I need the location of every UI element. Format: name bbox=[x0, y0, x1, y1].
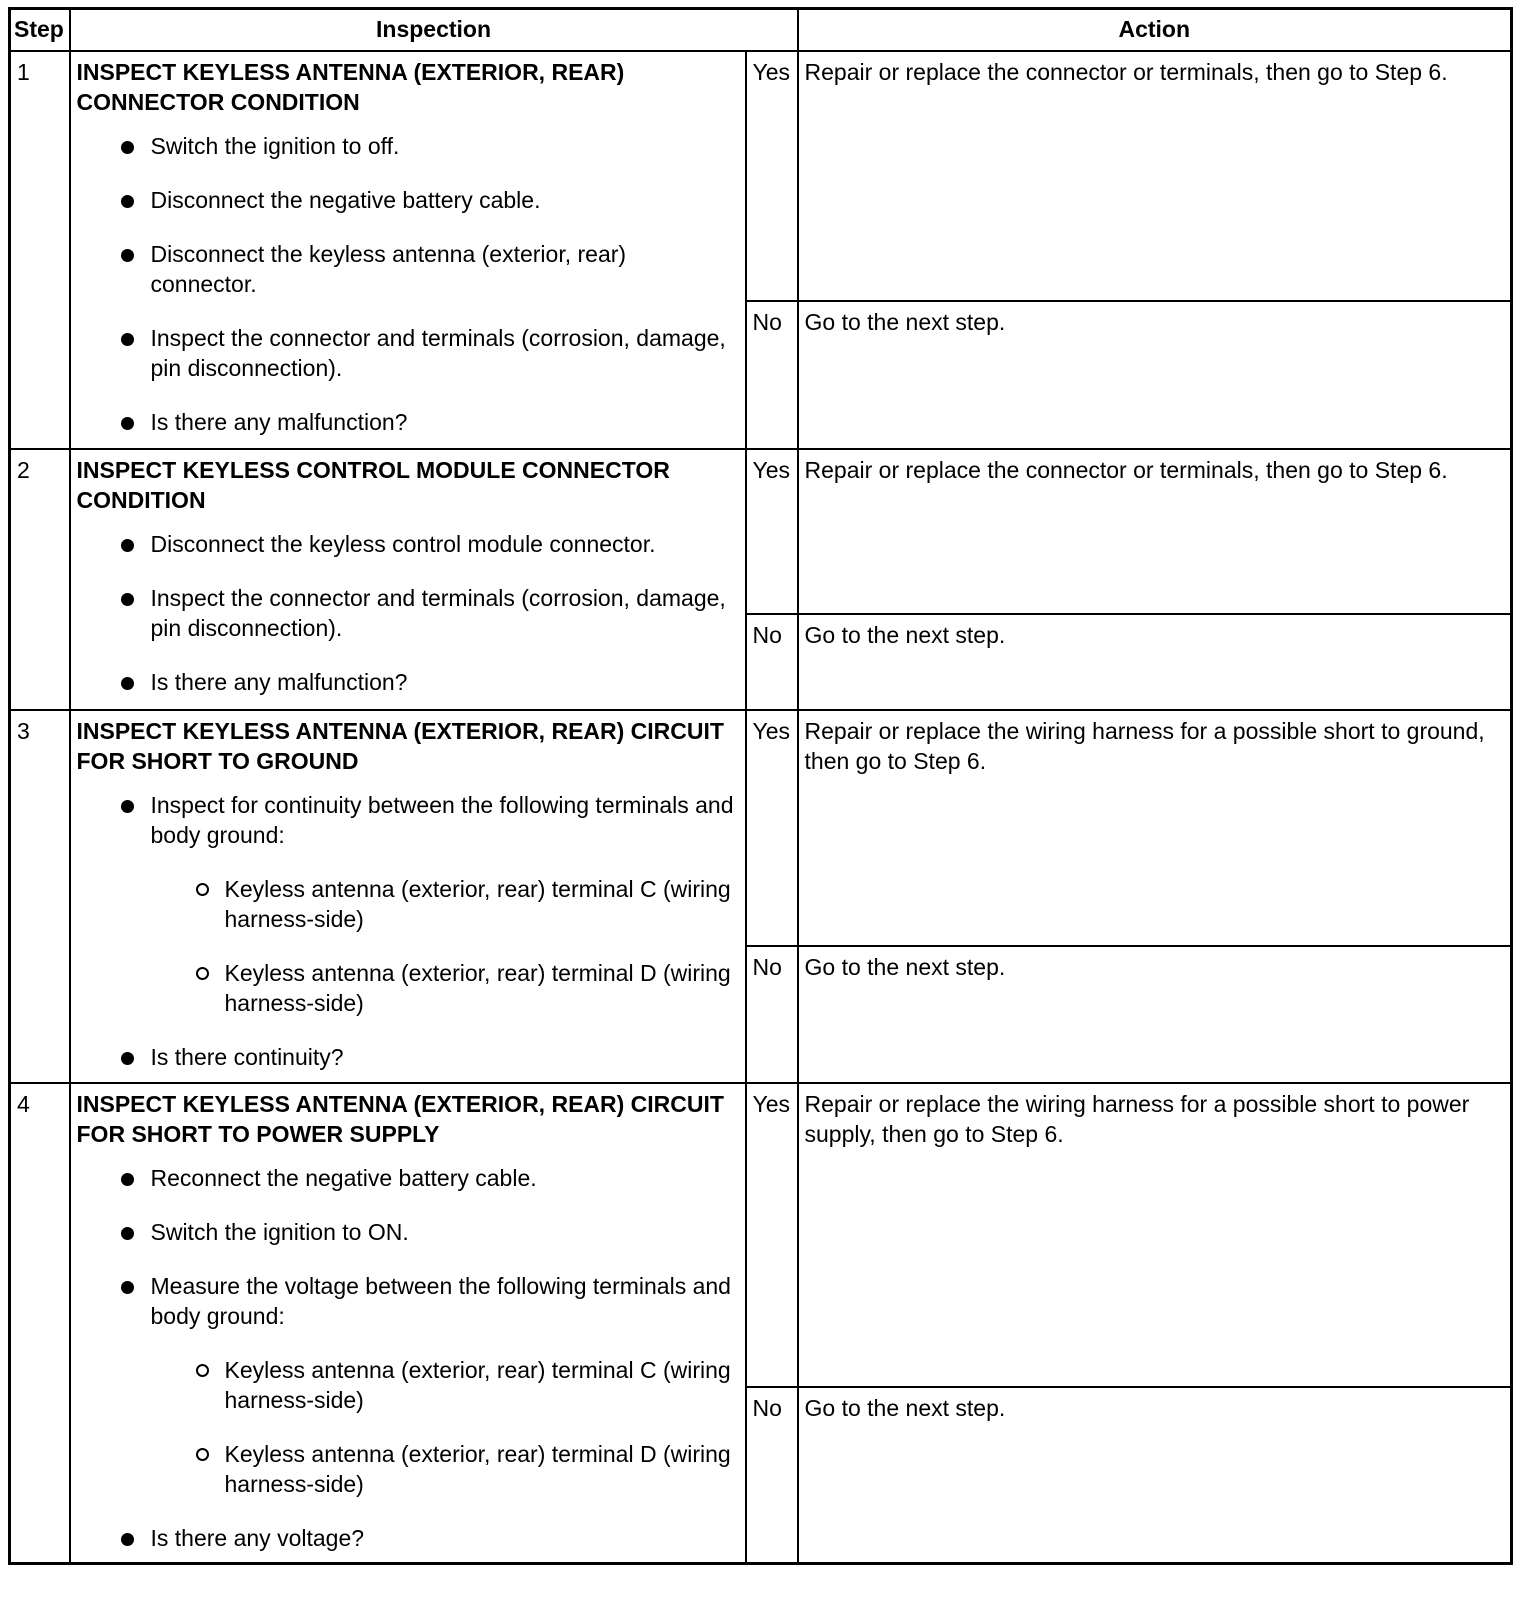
no-label: No bbox=[746, 946, 798, 1083]
no-action: Go to the next step. bbox=[798, 614, 1512, 710]
sub-list-item: Keyless antenna (exterior, rear) terminal D (wiring harness-side) bbox=[77, 1439, 739, 1499]
sub-list-item: Keyless antenna (exterior, rear) terminal C (wiring harness-side) bbox=[77, 1355, 739, 1415]
bullet-list bbox=[77, 131, 739, 437]
list-item: Disconnect the negative battery cable. bbox=[77, 185, 739, 215]
list-item: Is there continuity? bbox=[77, 1042, 739, 1072]
bullet-list bbox=[77, 1163, 739, 1553]
no-label: No bbox=[746, 614, 798, 710]
diagnostic-table bbox=[8, 7, 1513, 1565]
header-action: Action bbox=[798, 9, 1512, 52]
header-inspection: Inspection bbox=[70, 9, 798, 52]
table-row bbox=[10, 51, 1512, 301]
list-item: Inspect the connector and terminals (corrosion, damage, pin disconnection). bbox=[77, 583, 739, 643]
list-item: Is there any malfunction? bbox=[77, 667, 739, 697]
yes-action: Repair or replace the wiring harness for a possible short to power supply, then go to Step 6. bbox=[798, 1083, 1512, 1387]
yes-label: Yes bbox=[746, 51, 798, 301]
step-number: 1 bbox=[10, 51, 70, 449]
list-item bbox=[77, 1271, 739, 1499]
no-action: Go to the next step. bbox=[798, 1387, 1512, 1563]
header-row bbox=[10, 9, 1512, 52]
no-action: Go to the next step. bbox=[798, 301, 1512, 449]
no-action: Go to the next step. bbox=[798, 946, 1512, 1083]
yes-label: Yes bbox=[746, 710, 798, 946]
yes-action: Repair or replace the connector or terminals, then go to Step 6. bbox=[798, 51, 1512, 301]
list-item bbox=[77, 790, 739, 1018]
step-number: 2 bbox=[10, 449, 70, 710]
table-row bbox=[10, 449, 1512, 614]
step-title: INSPECT KEYLESS ANTENNA (EXTERIOR, REAR) CIRCUIT FOR SHORT TO GROUND bbox=[76, 718, 724, 774]
inspection-cell bbox=[70, 1083, 746, 1563]
sub-list bbox=[151, 874, 739, 1018]
list-item: Disconnect the keyless antenna (exterior, rear) connector. bbox=[77, 239, 739, 299]
step-title: INSPECT KEYLESS CONTROL MODULE CONNECTOR CONDITION bbox=[76, 457, 670, 513]
sub-list-item: Keyless antenna (exterior, rear) terminal D (wiring harness-side) bbox=[77, 958, 739, 1018]
list-item: Switch the ignition to off. bbox=[77, 131, 739, 161]
list-item-text: Measure the voltage between the following terminals and body ground: bbox=[150, 1273, 731, 1329]
step-title: INSPECT KEYLESS ANTENNA (EXTERIOR, REAR) CIRCUIT FOR SHORT TO POWER SUPPLY bbox=[76, 1091, 724, 1147]
list-item: Is there any voltage? bbox=[77, 1523, 739, 1553]
yes-label: Yes bbox=[746, 1083, 798, 1387]
table-row bbox=[10, 1083, 1512, 1387]
yes-action: Repair or replace the connector or terminals, then go to Step 6. bbox=[798, 449, 1512, 614]
list-item: Reconnect the negative battery cable. bbox=[77, 1163, 739, 1193]
list-item: Is there any malfunction? bbox=[77, 407, 739, 437]
list-item: Inspect the connector and terminals (corrosion, damage, pin disconnection). bbox=[77, 323, 739, 383]
header-step: Step bbox=[10, 9, 70, 52]
bullet-list bbox=[77, 529, 739, 697]
yes-action: Repair or replace the wiring harness for a possible short to ground, then go to Step 6. bbox=[798, 710, 1512, 946]
list-item-text: Inspect for continuity between the following terminals and body ground: bbox=[150, 792, 734, 848]
list-item: Switch the ignition to ON. bbox=[77, 1217, 739, 1247]
sub-list bbox=[151, 1355, 739, 1499]
inspection-cell bbox=[70, 449, 746, 710]
bullet-list bbox=[77, 790, 739, 1072]
table-row bbox=[10, 710, 1512, 946]
no-label: No bbox=[746, 301, 798, 449]
step-title: INSPECT KEYLESS ANTENNA (EXTERIOR, REAR) CONNECTOR CONDITION bbox=[76, 59, 625, 115]
sub-list-item: Keyless antenna (exterior, rear) terminal C (wiring harness-side) bbox=[77, 874, 739, 934]
step-number: 4 bbox=[10, 1083, 70, 1563]
step-number: 3 bbox=[10, 710, 70, 1083]
yes-label: Yes bbox=[746, 449, 798, 614]
inspection-cell bbox=[70, 710, 746, 1083]
list-item: Disconnect the keyless control module connector. bbox=[77, 529, 739, 559]
no-label: No bbox=[746, 1387, 798, 1563]
inspection-cell bbox=[70, 51, 746, 449]
